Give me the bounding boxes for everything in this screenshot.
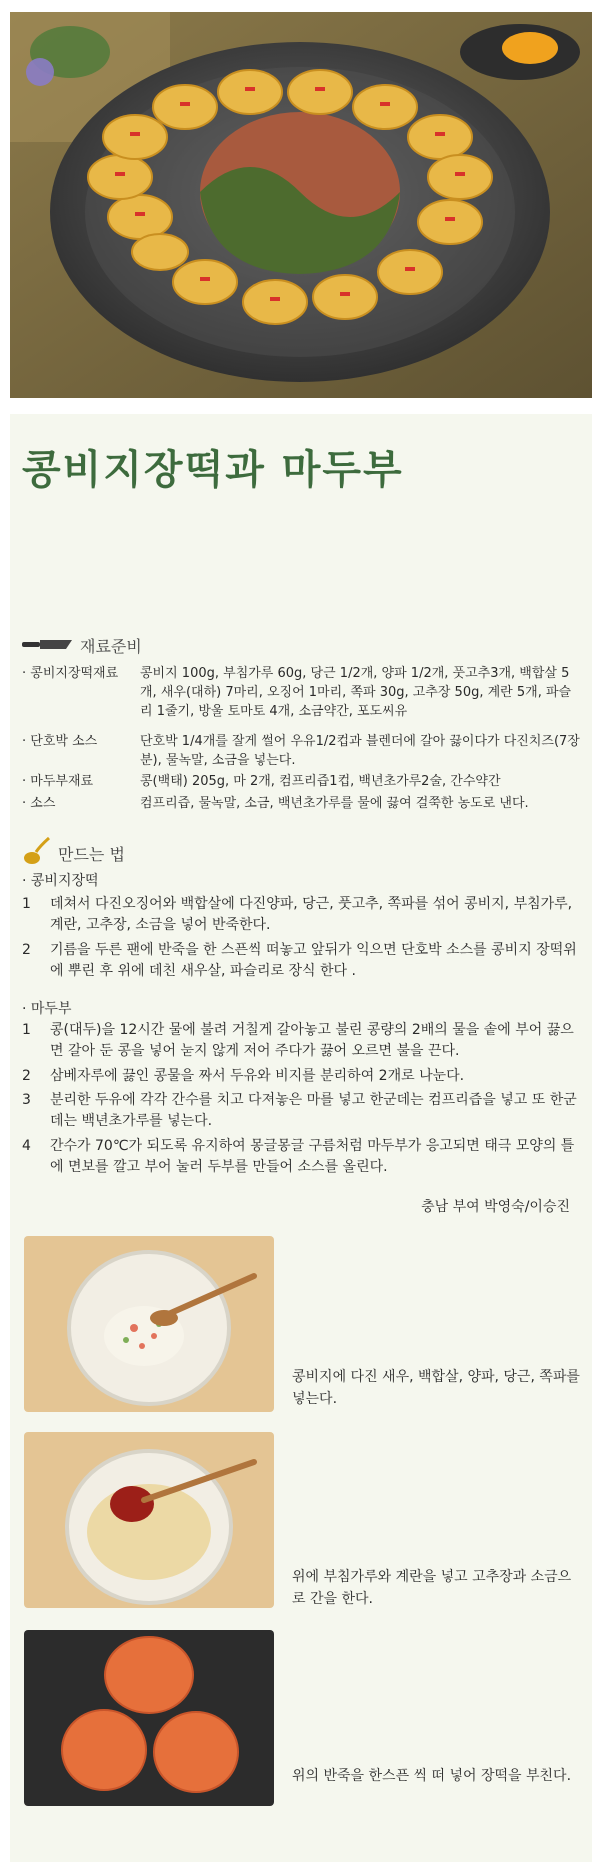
method-group-title: · 콩비지장떡	[22, 873, 99, 889]
hero-photo	[10, 12, 592, 398]
gochujang	[110, 1486, 154, 1522]
orange-slice	[502, 32, 558, 64]
knife-icon	[22, 635, 74, 657]
ingredients-heading: 재료준비	[22, 634, 142, 657]
method-step: 1 콩(대두)을 12시간 물에 불려 거칠게 갈아놓고 불린 콩량의 2배의 물을 솥에 부어 끓으면 갈아 둔 콩을 넣어 눋지 않게 저어 주다가 끓어 오르면 불을 끈다.	[22, 1022, 574, 1059]
recipe-title: 콩비지장떡과 마두부	[22, 446, 404, 493]
photo-caption: 위에 부침가루와 계란을 넣고 고추장과 소금으로 간을 한다.	[292, 1569, 572, 1607]
method-group-title: · 마두부	[22, 1001, 72, 1017]
pancake	[105, 1637, 193, 1713]
method-step: 3 분리한 두유에 각각 간수를 치고 다져놓은 마를 넣고 한군데는 컴프리즙을 넣고 또 한군데는 백년초가루를 넣는다.	[22, 1092, 577, 1129]
ingredient-row: · 콩비지장떡재료 콩비지 100g, 부침가루 60g, 당근 1/2개, 양파 1/2개, 풋고추3개, 백합살 5개, 새우(대하) 7마리, 오징어 1마리, 쪽파 30g, 고추장 50g, 계란 5개, 파슬리 1줄기, 방울 토마토 4개, 소금약간, 포도씨유	[22, 666, 572, 719]
photo-caption: 위의 반죽을 한스픈 씩 떠 넣어 장떡을 부친다.	[292, 1768, 572, 1784]
photo-caption: 콩비지에 다진 새우, 백합살, 양파, 당근, 쪽파를 넣는다.	[292, 1369, 580, 1407]
method-step: 4 간수가 70℃가 되도록 유지하여 몽글몽글 구름처럼 마두부가 응고되면 태극 모양의 틀에 면보를 깔고 부어 눌러 두부를 만들어 소스를 올린다.	[22, 1138, 575, 1175]
method-step: 2 기름을 두른 팬에 반죽을 한 스픈씩 떠놓고 앞뒤가 익으면 단호박 소스를 콩비지 장떡위에 뿌린 후 위에 데친 새우살, 파슬리로 장식 한다 .	[22, 942, 577, 979]
hero-illustration	[10, 12, 592, 398]
step-photo-2	[24, 1432, 274, 1608]
step-photo-1	[24, 1236, 274, 1412]
method-heading: 만드는 법	[22, 836, 125, 870]
step-photo-3	[24, 1630, 274, 1806]
ingredient-row: · 단호박 소스 단호박 1/4개를 잘게 썰어 우유1/2컵과 블렌더에 갈아 끓이다가 다진치즈(7장분), 물녹말, 소금을 넣는다.	[22, 734, 580, 768]
recipe-credit: 충남 부여 박영숙/이승진	[421, 1199, 570, 1215]
method-step: 2 삼베자루에 끓인 콩물을 짜서 두유와 비지를 분리하여 2개로 나눈다.	[22, 1068, 465, 1084]
pancake	[62, 1710, 146, 1790]
method-step: 1 데쳐서 다진오징어와 백합살에 다진양파, 당근, 풋고추, 쪽파를 섞어 콩비지, 부침가루, 계란, 고추장, 소금을 넣어 반죽한다.	[22, 896, 573, 933]
ingredient-row: · 소스 컴프리즙, 물녹말, 소금, 백년초가루를 물에 끓여 걸쭉한 농도로 낸다.	[22, 796, 529, 811]
ingredient-row: · 마두부재료 콩(백태) 205g, 마 2개, 컴프리즙1컵, 백년초가루2술, 간수약간	[22, 774, 501, 789]
pancake	[154, 1712, 238, 1792]
ladle-icon	[22, 836, 52, 870]
